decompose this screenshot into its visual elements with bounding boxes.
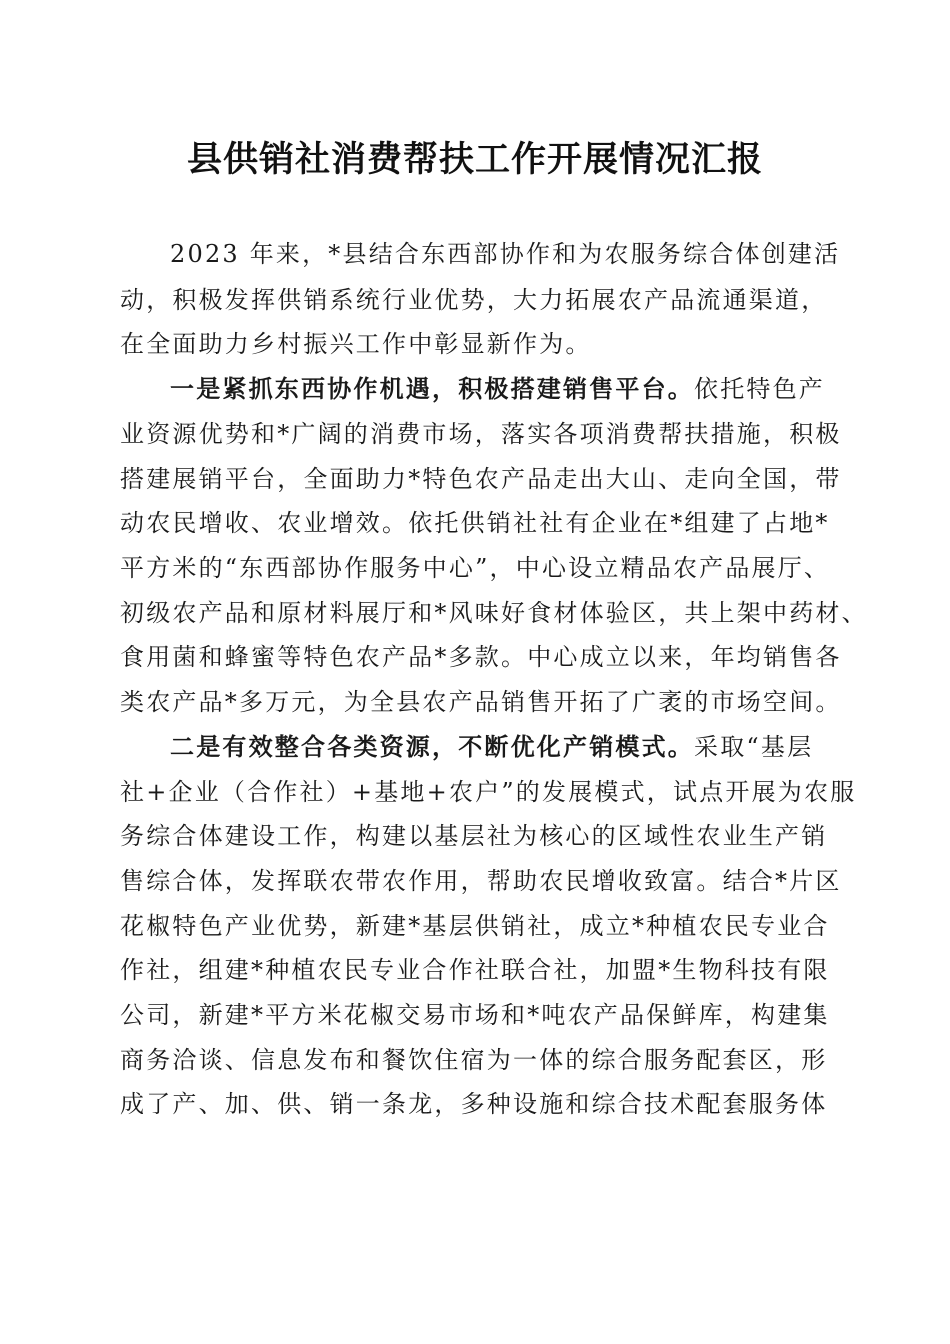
paragraph-2-line-1: [170, 372, 825, 406]
paragraph-3-line-5: 花椒特色产业优势，新建*基层供销社，成立*种植农民专业合: [120, 912, 830, 940]
paragraph-2-line-8: 类农产品*多万元，为全县农产品销售开拓了广袤的市场空间。: [120, 688, 842, 716]
paragraph-2-line-4: 动农民增收、农业增效。依托供销社社有企业在*组建了占地*: [120, 509, 830, 537]
paragraph-2-first-line-rest: 依托特色产: [694, 375, 825, 403]
paragraph-2-line-5: 平方米的“东西部协作服务中心”，中心设立精品农产品展厅、: [120, 554, 831, 582]
paragraph-2-line-6: 初级农产品和原材料展厅和*风味好食材体验区，共上架中药材、: [120, 599, 868, 627]
paragraph-3-line-4: 售综合体，发挥联农带农作用，帮助农民增收致富。结合*片区: [120, 867, 842, 895]
paragraph-3-line-3: 务综合体建设工作，构建以基层社为核心的区域性农业生产销: [120, 822, 828, 850]
paragraph-2-line-2: 业资源优势和*广阔的消费市场，落实各项消费帮扶措施，积极: [120, 420, 842, 448]
document-title: 县供销社消费帮扶工作开展情况汇报: [186, 139, 763, 180]
paragraph-1-line-3: 在全面助力乡村振兴工作中彰显新作为。: [120, 330, 592, 358]
paragraph-2-line-7: 食用菌和蜂蜜等特色农产品*多款。中心成立以来，年均销售各: [120, 643, 842, 671]
paragraph-3-line-2: 社+企业（合作社）+基地+农户”的发展模式，试点开展为农服: [120, 778, 857, 806]
paragraph-3-heading: 二是有效整合各类资源，不断优化产销模式。: [170, 732, 694, 761]
paragraph-3-line-8: 商务洽谈、信息发布和餐饮住宿为一体的综合服务配套区，形: [120, 1046, 828, 1074]
paragraph-3-line-7: 公司，新建*平方米花椒交易市场和*吨农产品保鲜库，构建集: [120, 1001, 830, 1029]
paragraph-3-line-1: [170, 730, 813, 764]
paragraph-1-line-2: 动，积极发挥供销系统行业优势，大力拓展农产品流通渠道，: [120, 286, 828, 314]
paragraph-1-line-1: 2023 年来，*县结合东西部协作和为农服务综合体创建活: [170, 240, 841, 268]
paragraph-3-line-9: 成了产、加、供、销一条龙，多种设施和综合技术配套服务体: [120, 1090, 828, 1118]
paragraph-2-line-3: 搭建展销平台，全面助力*特色农产品走出大山、走向全国，带: [120, 465, 842, 493]
paragraph-3-line-6: 作社，组建*种植农民专业合作社联合社，加盟*生物科技有限: [120, 956, 830, 984]
paragraph-3-first-line-rest: 采取“基层: [694, 733, 814, 761]
paragraph-2-heading: 一是紧抓东西协作机遇，积极搭建销售平台。: [170, 374, 694, 403]
